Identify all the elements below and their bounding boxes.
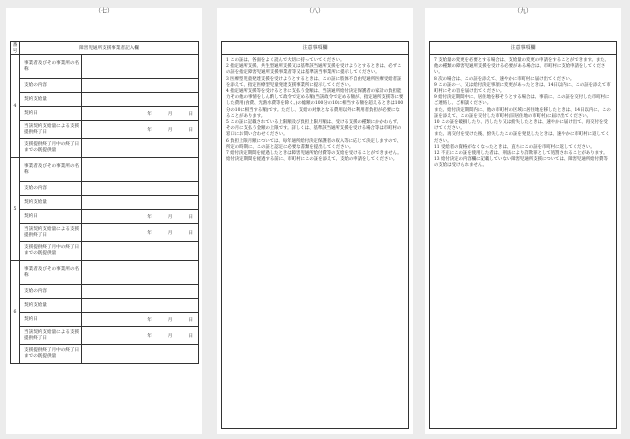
date-m-label: 月 (167, 230, 173, 236)
row-label: 事業者及びその事業所の名称 (20, 55, 82, 79)
row-value[interactable] (82, 210, 199, 224)
date-y-label: 年 (147, 333, 152, 339)
note-item: 3 医療型児童発達支援を受けようとするときは、この証に肢体不自由児通所医療受給者証を添えて、指定医療型児童発達支援事業所に提示してください。 (226, 76, 402, 88)
table-head-number: 番号 (11, 42, 20, 55)
row-value[interactable] (82, 327, 199, 345)
row-value[interactable] (82, 196, 199, 210)
date-d-label: 日 (188, 214, 194, 220)
row-value[interactable] (82, 313, 199, 327)
panel-number: （八） (305, 8, 324, 15)
note-item: 9 この証の一、又は給付決定事項に変更があったときは、14日以内に、この証を添えて市町村にその旨を届け出てください。 (434, 82, 611, 95)
row-value[interactable] (82, 261, 199, 285)
note-item: また、給付決定期間内に、他の市町村の区域に居住地を移したときは、14日以内に、この証を添えて、この証を交付した市町村(旧居住地の市町村)に届け出てください。 (434, 107, 611, 119)
note-item: 7 支給量の変更を必要とする場合は、支給量の変更の申請をすることができます。また、他の種類の障害児通所支援を受ける必要がある場合は、市町村に支給申請をしてください。 (434, 58, 610, 76)
date-d-label: 日 (188, 127, 194, 133)
note-item: また、再交付を受けた後、紛失したこの証を発見したときは、速やかに市町村に返してください。 (434, 132, 610, 144)
row-value[interactable] (82, 285, 199, 299)
date-d-label: 日 (188, 317, 194, 323)
date-d-label: 日 (188, 230, 194, 236)
row-value[interactable] (82, 121, 199, 139)
row-label: 支援提供終了月中の終了日までの既提供量 (20, 139, 82, 158)
notes-body (222, 55, 408, 166)
table-row (11, 224, 199, 242)
row-value[interactable] (82, 345, 199, 364)
note-item: 6 負担上限月額については、毎年通所給付決定保護者の収入等に応じて決定しますので、所定の時期に、この証と認定に必要な書類を提出してください。 (226, 138, 402, 150)
note-item: 8 次の場合は、この証を添えて、速やかに市町村に届け出てください。 (434, 76, 575, 82)
row-label: 当該契約支給量による支援提供終了日 (20, 224, 82, 242)
table-row (11, 261, 199, 285)
note-item: 1 この証は、各面をよく読んで大切に持っていてください。 (226, 58, 345, 63)
row-label: 契約日 (20, 107, 82, 121)
row-value[interactable] (82, 139, 199, 158)
table-row (11, 299, 199, 313)
notes-frame (429, 41, 617, 429)
table-row (11, 210, 199, 224)
note-item: 5 この証に記載されている上限額及び負担上限月額は、受ける支援の種類にかかわらず、その月に支払う金額の上限です。詳しくは、基準該当通所支援を受ける場合等は市町村の窓口にお問い合わせください。 (226, 120, 402, 138)
table-row (11, 79, 199, 93)
date-d-label: 日 (188, 111, 194, 117)
row-label: 当該契約支給量による支援提供終了日 (20, 327, 82, 345)
table-row (11, 313, 199, 327)
notes-title: 注意事項欄 (430, 42, 616, 55)
row-value[interactable] (82, 182, 199, 196)
note-item: 4 指定通所支援等を受けるときに支払う金額は、当該通所給付決定保護者の家計の負担能力その他の事情をしん酌して政令で定める額(当該政令で定める額が、指定通所支援等に要した費用(食費、光熱水費等を除く。)の総額の100分の10に相当する額を超えるときは100分の10に相当する額)です。ただし、支給の対象となる費用以外に利用者負担が必要になることがあります。 (226, 89, 404, 119)
row-label: 契約支給量 (20, 93, 82, 107)
date-m-label: 月 (167, 127, 173, 133)
note-item: 2 指定通所支援、共生型通所支援又は基準該当通所支援を受けようとするときは、必ずこの証を指定障害児通所支援事業者等又は基準該当事業所に提示してください。 (226, 64, 402, 76)
block-number: 4 (11, 55, 20, 158)
row-label: 支給の内容 (20, 79, 82, 93)
row-label: 契約支給量 (20, 196, 82, 210)
table-row (11, 158, 199, 182)
row-value[interactable] (82, 158, 199, 182)
table-row (11, 242, 199, 261)
panel-8 (217, 8, 413, 434)
notes-body (430, 55, 616, 173)
row-value[interactable] (82, 242, 199, 261)
table-row (11, 139, 199, 158)
table-row (11, 107, 199, 121)
table-row (11, 93, 199, 107)
date-m-label: 月 (167, 317, 173, 323)
date-y-label: 年 (147, 111, 152, 117)
row-label: 支給の内容 (20, 182, 82, 196)
row-label: 支援提供終了月中の終了日までの既提供量 (20, 345, 82, 364)
date-y-label: 年 (147, 230, 152, 236)
block-number: 6 (11, 261, 20, 364)
panel-7 (6, 8, 202, 434)
date-m-label: 月 (167, 333, 173, 339)
table-row (11, 345, 199, 364)
note-item: 13 給付決定の内容欄に記載していない障害児通所支援については、障害児通所給付費等の支給は受けられません。 (434, 157, 608, 169)
row-label: 契約支給量 (20, 299, 82, 313)
note-item: 7 給付決定期間を経過したときは障害児通所給付費等の支給を受けることができません。給付決定期間を経過する前に、市町村にこの証を添えて、支給の申請をしてください。 (226, 151, 402, 163)
row-label: 支援提供終了月中の終了日までの既提供量 (20, 242, 82, 261)
panel-9 (425, 8, 621, 434)
row-value[interactable] (82, 93, 199, 107)
panel-number: （九） (513, 8, 532, 15)
note-item: 12 不正にこの証を使用した者は、刑法により詐欺罪として処罰されることがあります。 (434, 151, 608, 157)
table-row (11, 327, 199, 345)
block-number: 5 (11, 158, 20, 261)
row-label: 契約日 (20, 210, 82, 224)
date-d-label: 日 (188, 333, 194, 339)
date-y-label: 年 (147, 214, 152, 220)
table-row (11, 285, 199, 299)
table-row (11, 182, 199, 196)
panel-number: （七） (94, 8, 113, 15)
row-value[interactable] (82, 55, 199, 79)
row-value[interactable] (82, 224, 199, 242)
row-value[interactable] (82, 107, 199, 121)
notes-frame (221, 41, 409, 429)
table-row (11, 196, 199, 210)
note-item: 10 この証を破損したり、汚したり又は紛失したときは、速やかに届け出て、再交付を受けてください。 (434, 120, 608, 132)
date-y-label: 年 (147, 317, 152, 323)
row-label: 契約日 (20, 313, 82, 327)
supplier-entry-table (10, 41, 199, 364)
note-item: 11 受給者の資格がなくなったときは、直ちにこの証を市町村に返してください。 (434, 144, 595, 150)
note-item: 9 給付決定期間中に、居住地を移そうとする場合は、事前に、この証を交付した市町村にご連絡し、ご相談ください。 (434, 95, 610, 107)
row-label: 事業者及びその事業所の名称 (20, 261, 82, 285)
date-m-label: 月 (167, 111, 173, 117)
row-label: 支給の内容 (20, 285, 82, 299)
notes-title: 注意事項欄 (222, 42, 408, 55)
row-value[interactable] (82, 79, 199, 93)
date-y-label: 年 (147, 127, 152, 133)
table-title: 障害児通所支援事業者記入欄 (20, 42, 199, 55)
date-m-label: 月 (167, 214, 173, 220)
row-label: 当該契約支給量による支援提供終了日 (20, 121, 82, 139)
table-row (11, 55, 199, 79)
table-row (11, 121, 199, 139)
row-value[interactable] (82, 299, 199, 313)
row-label: 事業者及びその事業所の名称 (20, 158, 82, 182)
